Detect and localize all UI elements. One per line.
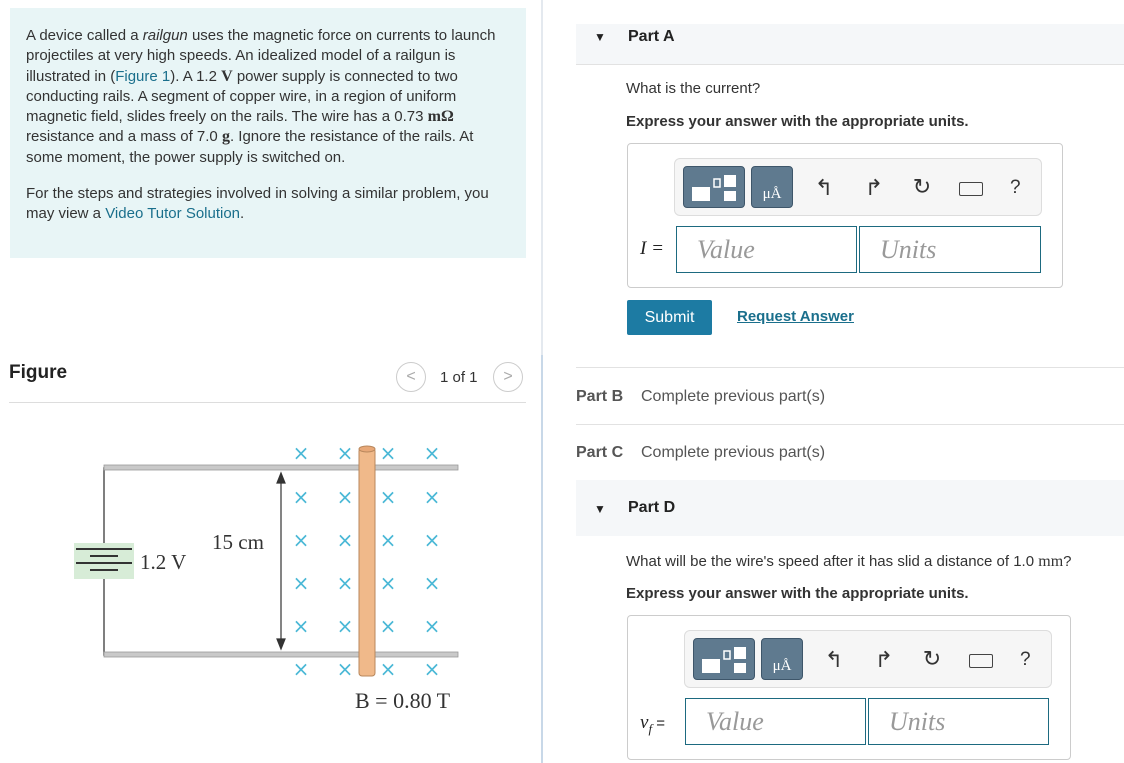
field-mark: × (292, 441, 310, 465)
variable-v: v (640, 712, 649, 733)
tutor-text: For the steps and strategies involved in solving a similar problem, you may view a (26, 185, 489, 223)
field-mark: × (423, 657, 441, 681)
field-mark: × (292, 571, 310, 595)
field-mark: × (379, 614, 397, 638)
problem-text-3: ). A 1.2 (170, 67, 222, 85)
figure-title: Figure (9, 362, 68, 383)
field-mark: × (292, 528, 310, 552)
template-tool-button[interactable] (683, 166, 745, 208)
field-mark: × (423, 571, 441, 595)
problem-text-2: uses the magnetic force on currents to launch projectiles at very high speeds. An idealized model of a railgun is illustrated in ( (26, 27, 496, 85)
length-label: 15 cm (212, 530, 264, 554)
figure-1-link[interactable]: Figure 1 (115, 67, 171, 85)
part-b-status: Complete previous part(s) (641, 388, 826, 405)
problem-paragraph (26, 26, 510, 168)
field-mark: × (423, 528, 441, 552)
unit-gram: g (221, 128, 230, 146)
help-icon[interactable]: ? (1020, 649, 1031, 670)
part-d-label: Part D (628, 499, 676, 516)
part-d-question-end: ? (1063, 553, 1072, 570)
keyboard-icon[interactable] (959, 182, 983, 196)
part-d-answer-box (627, 615, 1071, 760)
field-mark: × (336, 657, 354, 681)
units-tool-button[interactable] (761, 638, 803, 680)
part-a-rule (576, 64, 1124, 65)
units-tool-button[interactable] (751, 166, 793, 208)
problem-text-1: A device called a (26, 27, 143, 44)
part-a-header[interactable] (576, 24, 1124, 64)
units-placeholder: Units (880, 234, 937, 264)
field-mark: × (379, 441, 397, 465)
problem-text-6: . Ignore the resistance of the rails. At some moment, the power supply is switched on. (26, 128, 474, 166)
tutor-text-end: . (240, 205, 245, 223)
units-icon: μÅ (772, 658, 792, 674)
length-dimension-arrow (277, 473, 285, 649)
part-d-question (626, 553, 1071, 571)
collapse-arrow-icon[interactable]: ▼ (594, 502, 606, 516)
voltage-label: 1.2 V (140, 550, 187, 574)
lower-rail (104, 652, 458, 657)
part-a-answer-box (627, 143, 1063, 288)
field-mark: × (336, 485, 354, 509)
part-b-rule-bottom (576, 424, 1124, 425)
figure-page-indicator: 1 of 1 (440, 369, 478, 386)
field-mark: × (423, 614, 441, 638)
unit-millimeter: mm (1038, 553, 1064, 570)
variable-equals: = (652, 715, 665, 732)
redo-icon[interactable]: ↱ (874, 647, 894, 672)
template-tool-button[interactable] (693, 638, 755, 680)
part-a-question: What is the current? (626, 80, 761, 97)
field-mark: × (423, 441, 441, 465)
part-d-header[interactable] (576, 480, 1124, 536)
part-a-label: Part A (628, 28, 675, 45)
units-icon: μÅ (762, 186, 782, 202)
tutor-paragraph (26, 184, 510, 225)
part-a-value-input[interactable] (676, 226, 857, 273)
undo-icon[interactable]: ↰ (814, 175, 834, 200)
part-b-rule-top (576, 367, 1124, 368)
collapse-arrow-icon[interactable]: ▼ (594, 30, 606, 44)
problem-text-5: resistance and a mass of 7.0 (26, 128, 222, 146)
template-icon (684, 167, 744, 207)
part-a-toolbar (674, 158, 1042, 216)
template-icon (694, 639, 754, 679)
reset-icon[interactable]: ↻ (912, 174, 932, 199)
field-mark: × (292, 485, 310, 509)
value-placeholder: Value (697, 234, 755, 264)
chevron-right-icon: > (503, 368, 513, 385)
part-a-units-input[interactable] (859, 226, 1041, 273)
field-mark: × (379, 485, 397, 509)
field-mark: × (423, 485, 441, 509)
field-mark: × (292, 657, 310, 681)
reset-icon[interactable]: ↻ (922, 646, 942, 671)
field-mark: × (379, 571, 397, 595)
part-c-label: Part C (576, 444, 624, 461)
railgun-figure (0, 403, 530, 733)
submit-button[interactable]: Submit (627, 300, 712, 335)
undo-icon[interactable]: ↰ (824, 647, 844, 672)
field-mark: × (379, 528, 397, 552)
column-divider-lower (541, 355, 543, 763)
unit-volt: V (221, 67, 233, 85)
railgun-term: railgun (142, 27, 188, 44)
keyboard-icon[interactable] (969, 654, 993, 668)
next-figure-button[interactable] (493, 362, 523, 392)
field-mark: × (336, 614, 354, 638)
video-tutor-link[interactable]: Video Tutor Solution (105, 205, 241, 223)
part-b-label: Part B (576, 388, 624, 405)
field-mark: × (336, 528, 354, 552)
part-d-variable-label (640, 712, 665, 737)
units-placeholder: Units (889, 706, 946, 736)
field-label: B = 0.80 T (355, 688, 451, 713)
field-mark: × (292, 614, 310, 638)
value-placeholder: Value (706, 706, 764, 736)
field-mark: × (336, 441, 354, 465)
chevron-left-icon: < (406, 368, 416, 385)
problem-text-4: power supply is connected to two conducting rails. A segment of copper wire, in a region of uniform magnetic field, slides freely on the rails. The wire has a 0.73 (26, 67, 458, 126)
previous-figure-button[interactable] (396, 362, 426, 392)
part-d-units-input[interactable] (868, 698, 1049, 745)
part-a-instruction: Express your answer with the appropriate units. (626, 113, 969, 130)
copper-rod (359, 448, 375, 676)
part-d-question-text: What will be the wire's speed after it has slid a distance of 1.0 (626, 553, 1039, 570)
variable-subscript-f: f (648, 720, 653, 736)
unit-milliohm: mΩ (427, 108, 454, 126)
problem-statement (10, 8, 526, 258)
part-a-variable-label: I = (640, 238, 664, 259)
copper-rod-top (359, 446, 375, 452)
part-d-instruction: Express your answer with the appropriate units. (626, 585, 969, 602)
redo-icon[interactable]: ↱ (864, 175, 884, 200)
upper-rail (104, 465, 458, 470)
part-c-status: Complete previous part(s) (641, 444, 826, 461)
part-d-toolbar (684, 630, 1052, 688)
field-mark: × (336, 571, 354, 595)
part-d-value-input[interactable] (685, 698, 866, 745)
request-answer-link[interactable]: Request Answer (737, 308, 854, 325)
help-icon[interactable]: ? (1010, 177, 1021, 198)
field-mark: × (379, 657, 397, 681)
